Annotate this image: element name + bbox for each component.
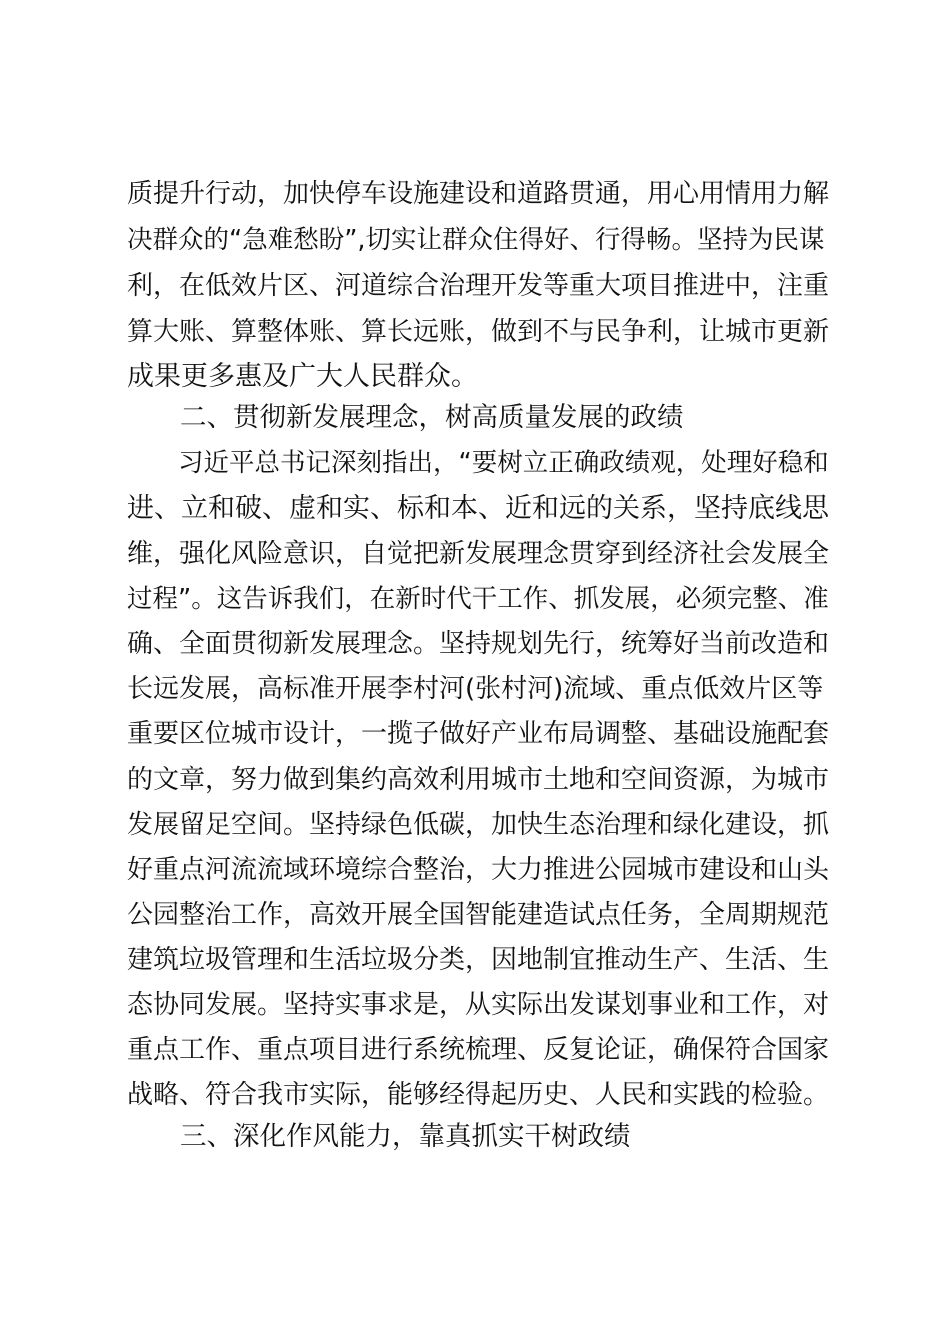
body-text-line: 习近平总书记深刻指出，“要树立正确政绩观，处理好稳和 [127, 448, 829, 478]
body-text-line: 利，在低效片区、河道综合治理开发等重大项目推进中，注重 [127, 271, 830, 301]
body-text-line: 决群众的“急难愁盼”,切实让群众住得好、行得畅。坚持为民谋 [127, 225, 825, 255]
body-text-line: 战略、符合我市实际，能够经得起历史、人民和实践的检验。 [127, 1080, 830, 1110]
body-text-line: 成果更多惠及广大人民群众。 [127, 361, 478, 392]
body-text-line: 公园整治工作，高效开展全国智能建造试点任务，全周期规范 [127, 900, 830, 930]
body-text-line: 态协同发展。坚持实事求是，从实际出发谋划事业和工作，对 [127, 990, 830, 1020]
section-heading: 三、深化作风能力，靠真抓实干树政绩 [127, 1121, 631, 1152]
body-text-line: 进、立和破、虚和实、标和本、近和远的关系，坚持底线思 [127, 493, 829, 524]
body-text-line: 过程”。这告诉我们，在新时代干工作、抓发展，必须完整、准 [127, 584, 829, 614]
section-heading: 二、贯彻新发展理念，树高质量发展的政绩 [127, 402, 684, 433]
body-text-line: 长远发展，高标准开展李村河(张村河)流域、重点低效片区等 [127, 674, 824, 704]
body-text-line: 重要区位城市设计，一揽子做好产业布局调整、基础设施配套 [127, 719, 830, 749]
body-text-line: 维，强化风险意识，自觉把新发展理念贯穿到经济社会发展全 [127, 539, 830, 569]
body-text-line: 好重点河流流域环境综合整治，大力推进公园城市建设和山头 [127, 855, 830, 885]
body-text-line: 建筑垃圾管理和生活垃圾分类，因地制宜推动生产、生活、生 [127, 945, 830, 975]
body-text-line: 确、全面贯彻新发展理念。坚持规划先行，统筹好当前改造和 [127, 629, 830, 659]
body-text-line: 质提升行动，加快停车设施建设和道路贯通，用心用情用力解 [127, 179, 830, 209]
body-text-line: 发展留足空间。坚持绿色低碳，加快生态治理和绿化建设，抓 [127, 810, 830, 840]
body-text-line: 的文章，努力做到集约高效利用城市土地和空间资源，为城市 [127, 765, 830, 795]
body-text-line: 算大账、算整体账、算长远账，做到不与民争利，让城市更新 [127, 317, 830, 347]
body-text-line: 重点工作、重点项目进行系统梳理、反复论证，确保符合国家 [127, 1035, 830, 1065]
